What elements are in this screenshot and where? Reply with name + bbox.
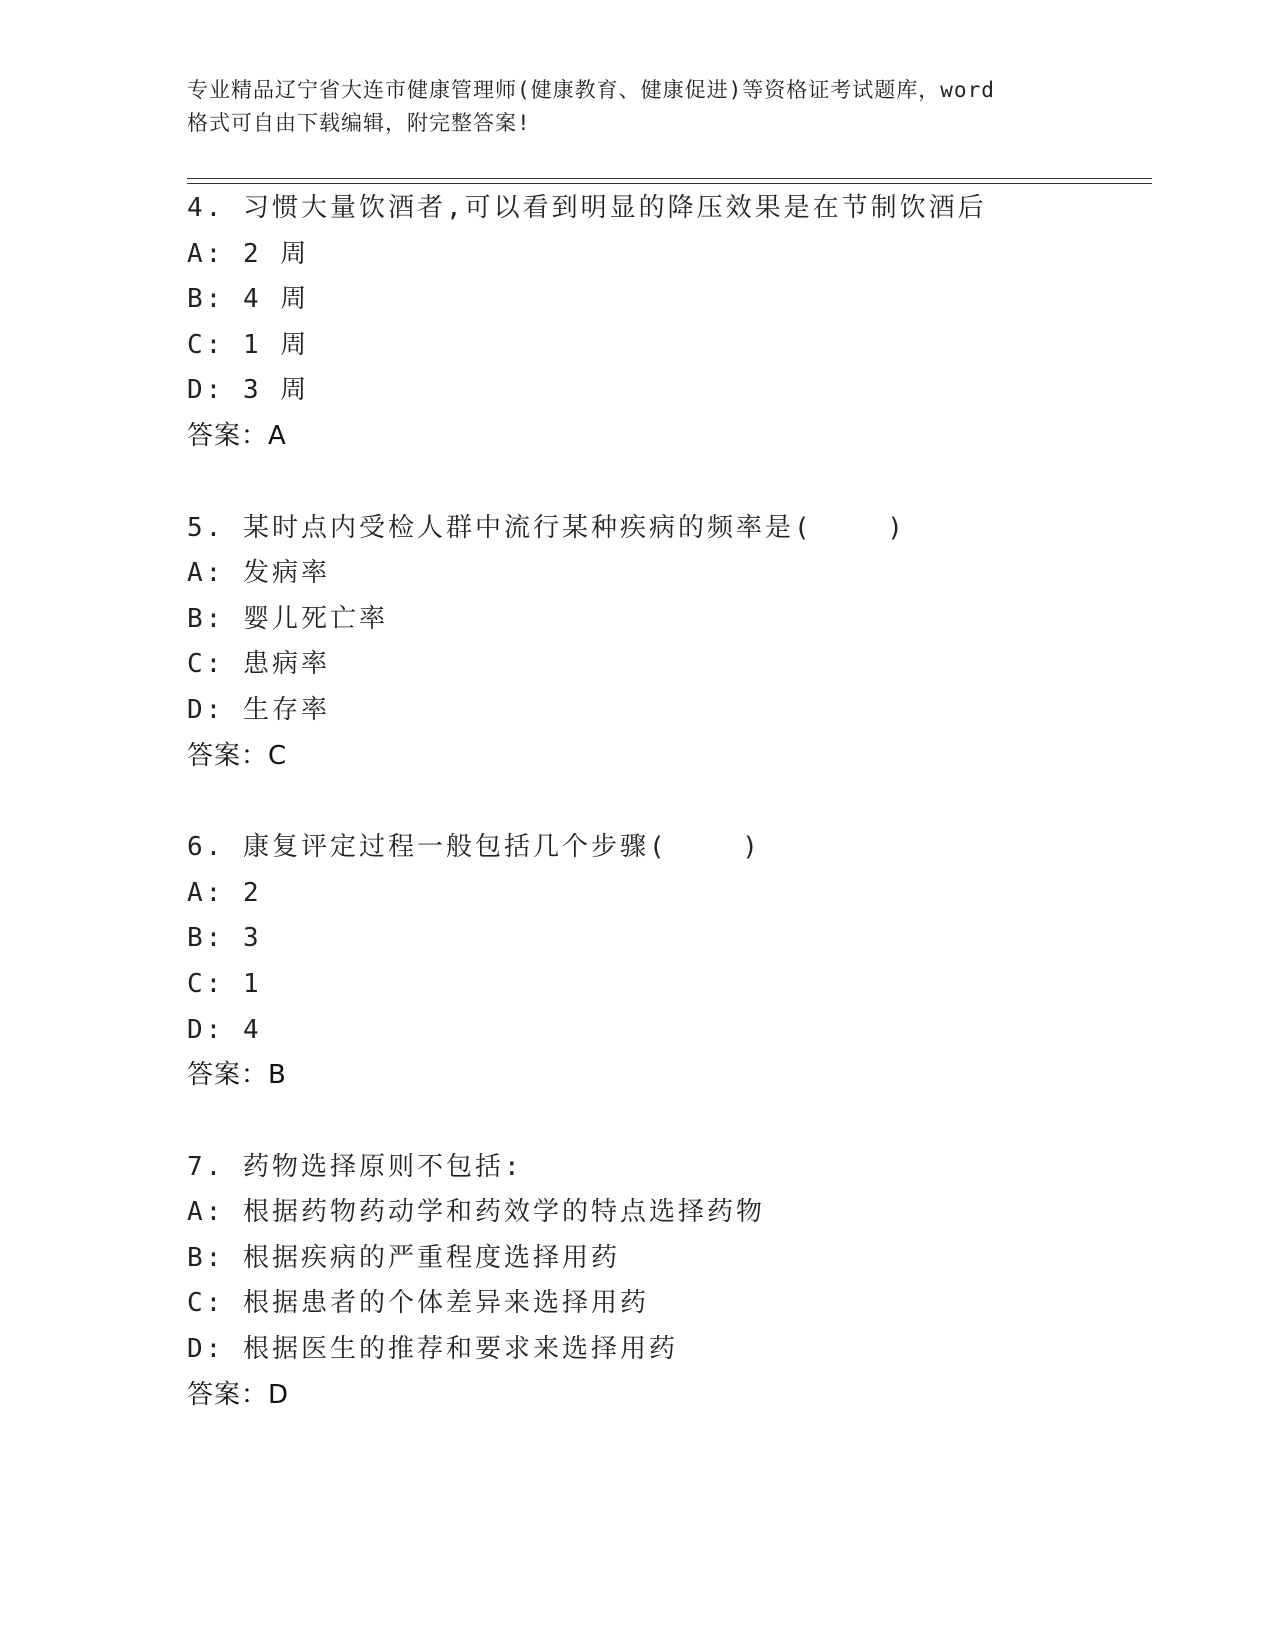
question-7 <box>187 1145 1147 1419</box>
question-stem: 7. 药物选择原则不包括: <box>187 1151 523 1182</box>
option-c: C: 1 <box>187 968 262 999</box>
answer-label: 答案：C <box>187 740 288 771</box>
answer-label: 答案：A <box>187 420 287 451</box>
question-4 <box>187 186 1147 460</box>
option-a: A: 2 <box>187 877 262 908</box>
header-line-2: 格式可自由下载编辑，附完整答案! <box>187 111 531 135</box>
option-b: B: 4 周 <box>187 284 310 315</box>
option-d: D: 根据医生的推荐和要求来选择用药 <box>187 1334 678 1365</box>
question-stem: 6. 康复评定过程一般包括几个步骤( ) <box>187 832 761 863</box>
option-d: D: 3 周 <box>187 375 310 406</box>
option-b: B: 3 <box>187 923 262 954</box>
header-divider-bottom <box>187 183 1152 184</box>
question-stem: 4. 习惯大量饮酒者,可以看到明显的降压效果是在节制饮酒后 <box>187 193 987 223</box>
option-c: C: 患病率 <box>187 649 330 680</box>
header-divider-top <box>187 178 1152 179</box>
option-a: A: 发病率 <box>187 558 330 589</box>
option-a: A: 根据药物药动学和药效学的特点选择药物 <box>187 1197 765 1228</box>
option-d: D: 生存率 <box>187 694 330 725</box>
option-b: B: 根据疾病的严重程度选择用药 <box>187 1242 620 1273</box>
header-line-1: 专业精品辽宁省大连市健康管理师(健康教育、健康促进)等资格证考试题库，word <box>187 78 995 102</box>
answer-label: 答案：B <box>187 1060 287 1091</box>
option-c: C: 根据患者的个体差异来选择用药 <box>187 1288 649 1319</box>
option-c: C: 1 周 <box>187 329 310 360</box>
question-list <box>187 186 1147 1418</box>
answer-label: 答案：D <box>187 1379 290 1410</box>
document-header <box>187 74 1117 140</box>
question-6 <box>187 825 1147 1099</box>
option-a: A: 2 周 <box>187 238 310 269</box>
question-5 <box>187 506 1147 780</box>
option-d: D: 4 <box>187 1014 262 1045</box>
question-stem: 5. 某时点内受检人群中流行某种疾病的频率是( ) <box>187 512 906 543</box>
option-b: B: 婴儿死亡率 <box>187 603 388 634</box>
